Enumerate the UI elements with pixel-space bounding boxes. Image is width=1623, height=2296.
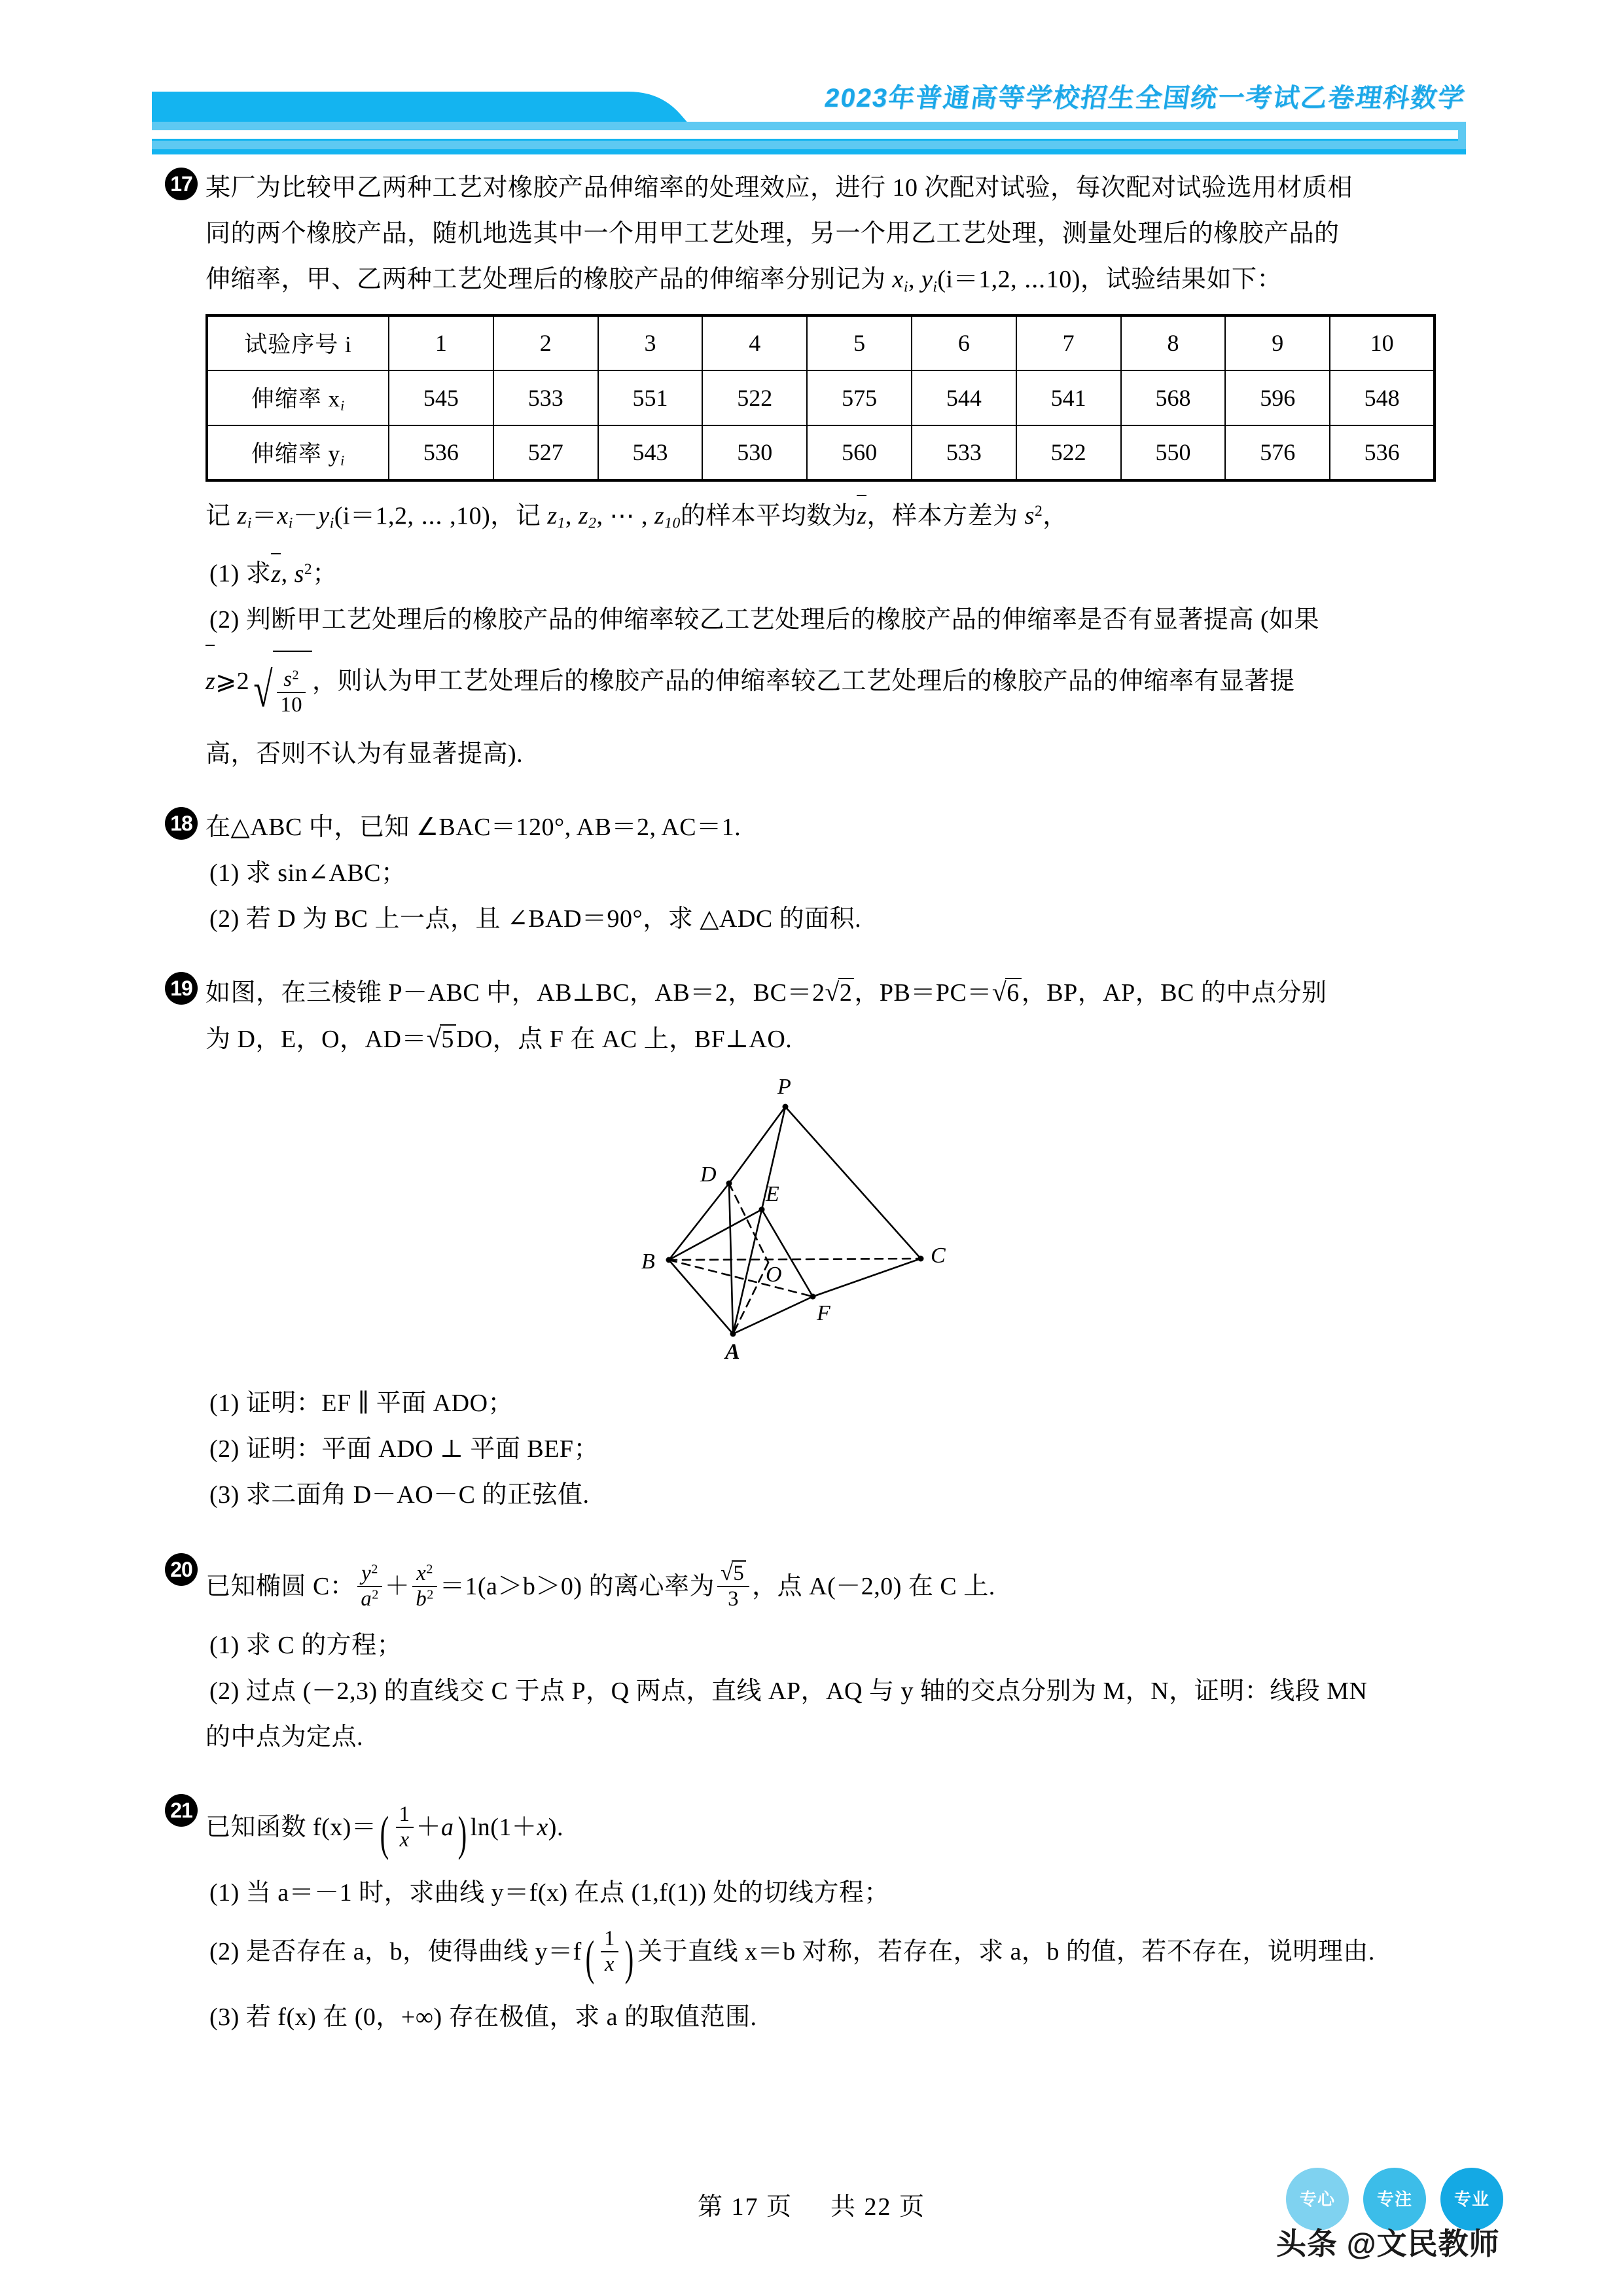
- q17-line-3: 伸缩率，甲、乙两种工艺处理后的橡胶产品的伸缩率分别记为 $x_i$, $y_i(i=1,2$, ⋯10)，试验结果如下：: [205, 266, 1282, 296]
- cell-index-3: 3: [598, 315, 703, 370]
- question-17: [165, 165, 1507, 777]
- q19-line-2: 为 D，E，O，AD＝√5DO，点 F 在 AC 上，BF⊥AO.: [205, 1023, 793, 1053]
- q21-part-2: (2) 是否存在 a，b，使得曲线 y＝f( $\frac{1}{x}$ ) 关于直线 x＝b 对称，若存在，求 a，b 的值，若不存在，说明理由.: [209, 1927, 1375, 1986]
- badge-zhuanzhu: 专注: [1363, 2168, 1426, 2231]
- q21-stem: 已知函数 f(x)＝( $\frac{1}{x}$ ＋a) ln(1＋x).: [205, 1803, 563, 1861]
- cell-index-9: 9: [1225, 315, 1330, 370]
- figure-label-E: E: [766, 1181, 779, 1206]
- table-row-index: [207, 315, 1435, 370]
- q20-part-1: (1) 求 C 的方程；: [209, 1631, 402, 1659]
- cell-x-10: 548: [1330, 370, 1435, 425]
- q17-line-2: 同的两个橡胶产品，随机地选其中一个用甲工艺处理，另一个用乙工艺处理，测量处理后的橡胶产品的: [205, 220, 1340, 247]
- cell-y-5: 560: [807, 425, 912, 480]
- cell-index-6: 6: [912, 315, 1016, 370]
- q17-part-2-tail: 高，否则不认为有显著提高).: [205, 740, 524, 768]
- q20-part-2: (2) 过点 (－2,3) 的直线交 C 于点 P，Q 两点，直线 AP，AQ 与 y 轴的交点分别为 M，N，证明：线段 MN: [209, 1677, 1368, 1705]
- tetrahedron-svg: [623, 1069, 1120, 1370]
- question-number-17: 17: [165, 168, 198, 200]
- q20-stem: 已知椭圆 C： $\frac{y^2}{a^2}$ ＋ $\frac{x^2}{b^2}$ ＝1(a＞b＞0) 的离心率为 $\frac{√5}{3}$ ，点 A(－2,0) 在 C 上.: [205, 1560, 995, 1611]
- footer-page-total: 共 22 页: [830, 2193, 926, 2221]
- question-19: [165, 969, 1507, 1518]
- cell-y-10: 536: [1330, 425, 1435, 480]
- cell-x-8: 568: [1121, 370, 1226, 425]
- q21-part-1: (1) 当 a＝－1 时，求曲线 y＝f(x) 在点 (1,f(1)) 处的切线方程；: [209, 1879, 889, 1907]
- q21-part-3: (3) 若 f(x) 在 (0，+∞) 存在极值，求 a 的取值范围.: [209, 2003, 757, 2032]
- cell-x-4: 522: [702, 370, 807, 425]
- footer-page-current: 第 17 页: [697, 2193, 793, 2221]
- q17-record-line: 记 $z_i=x_i-y_i(i=1,2$, ⋯ ,10)，记 $z_1$, $z_2$, ⋯ , $z_{10}$的样本平均数为z，样本方差为 $s^2$，: [205, 488, 1507, 547]
- experiment-data-table-wrapper: [165, 314, 1507, 482]
- question-number-20: 20: [165, 1553, 198, 1586]
- q19-part-3: (3) 求二面角 D－AO－C 的正弦值.: [209, 1480, 590, 1509]
- q18-part-1: (1) 求 sin∠ABC；: [209, 859, 406, 887]
- table-row-y: [207, 425, 1435, 480]
- cell-y-1: 536: [389, 425, 493, 480]
- q19-line-1: 如图，在三棱锥 P－ABC 中，AB⊥BC，AB＝2，BC＝2√2，PB＝PC＝√6，BP，AP，BC 的中点分别: [205, 977, 1327, 1007]
- page-header: [0, 0, 1623, 157]
- badge-zhuanye: 专业: [1440, 2168, 1503, 2231]
- exam-content: [165, 165, 1507, 2044]
- cell-index-10: 10: [1330, 315, 1435, 370]
- figure-label-D: D: [700, 1162, 717, 1187]
- page-title: 2023年普通高等学校招生全国统一考试乙卷理科数学: [823, 84, 1468, 113]
- q19-part-1: (1) 证明：EF ∥ 平面 ADO；: [209, 1389, 514, 1417]
- figure-label-B: B: [641, 1249, 655, 1274]
- q20-part-2-cont: 的中点为定点.: [205, 1723, 364, 1751]
- figure-label-O: O: [766, 1262, 782, 1287]
- cell-x-5: 575: [807, 370, 912, 425]
- question-18: [165, 804, 1507, 942]
- q17-part-2: (2) 判断甲工艺处理后的橡胶产品的伸缩率较乙工艺处理后的橡胶产品的伸缩率是否有显著提高 (如果: [209, 605, 1319, 634]
- cell-x-3: 551: [598, 370, 703, 425]
- figure-label-C: C: [931, 1243, 946, 1268]
- question-21: [165, 1791, 1507, 2040]
- q17-part-2-formula-line: z⩾2√ $\frac{s^2}{10}$ ，则认为甲工艺处理后的橡胶产品的伸缩率较乙工艺处理后的橡胶产品的伸缩率有显著提: [205, 643, 1507, 731]
- q17-line3-suffix: ，试验结果如下：: [1080, 266, 1282, 293]
- question-20: [165, 1551, 1507, 1760]
- cell-y-7: 522: [1016, 425, 1121, 480]
- q18-stem: 在△ABC 中，已知 ∠BAC＝120°, AB＝2, AC＝1.: [205, 813, 741, 841]
- cell-x-2: 533: [493, 370, 598, 425]
- cell-y-8: 550: [1121, 425, 1226, 480]
- cell-index-2: 2: [493, 315, 598, 370]
- cell-index-8: 8: [1121, 315, 1226, 370]
- row-header-y: 伸缩率 $y_i$: [207, 425, 389, 480]
- cell-y-9: 576: [1225, 425, 1330, 480]
- table-row-x: [207, 370, 1435, 425]
- figure-label-A: A: [725, 1339, 740, 1364]
- cell-x-7: 541: [1016, 370, 1121, 425]
- q19-part-2: (2) 证明：平面 ADO ⊥ 平面 BEF；: [209, 1435, 599, 1463]
- cell-x-9: 596: [1225, 370, 1330, 425]
- tetrahedron-figure: [165, 1069, 1507, 1376]
- row-header-index: 试验序号 i: [207, 315, 389, 370]
- figure-label-P: P: [777, 1074, 791, 1099]
- cell-y-3: 543: [598, 425, 703, 480]
- question-number-21: 21: [165, 1794, 198, 1827]
- cell-x-1: 545: [389, 370, 493, 425]
- question-number-19: 19: [165, 972, 198, 1005]
- cell-index-5: 5: [807, 315, 912, 370]
- cell-y-6: 533: [912, 425, 1016, 480]
- row-header-x: 伸缩率 $x_i$: [207, 370, 389, 425]
- cell-x-6: 544: [912, 370, 1016, 425]
- cell-y-2: 527: [493, 425, 598, 480]
- cell-index-7: 7: [1016, 315, 1121, 370]
- question-number-18: 18: [165, 807, 198, 840]
- cell-index-1: 1: [389, 315, 493, 370]
- cell-index-4: 4: [702, 315, 807, 370]
- q17-part-1: (1) 求z, $s^2$；: [205, 546, 1507, 596]
- q18-part-2: (2) 若 D 为 BC 上一点，且 ∠BAD＝90°，求 △ADC 的面积.: [209, 905, 862, 933]
- q17-line3-prefix: 伸缩率，甲、乙两种工艺处理后的橡胶产品的伸缩率分别记为: [205, 266, 886, 293]
- badge-zhuanxin: 专心: [1286, 2168, 1349, 2231]
- source-watermark: 头条 @文民教师: [1276, 2227, 1500, 2261]
- figure-label-F: F: [817, 1300, 830, 1325]
- q17-line-1: 某厂为比较甲乙两种工艺对橡胶产品伸缩率的处理效应，进行 10 次配对试验，每次配对试验选用材质相: [205, 174, 1353, 202]
- cell-y-4: 530: [702, 425, 807, 480]
- experiment-data-table: [205, 314, 1436, 482]
